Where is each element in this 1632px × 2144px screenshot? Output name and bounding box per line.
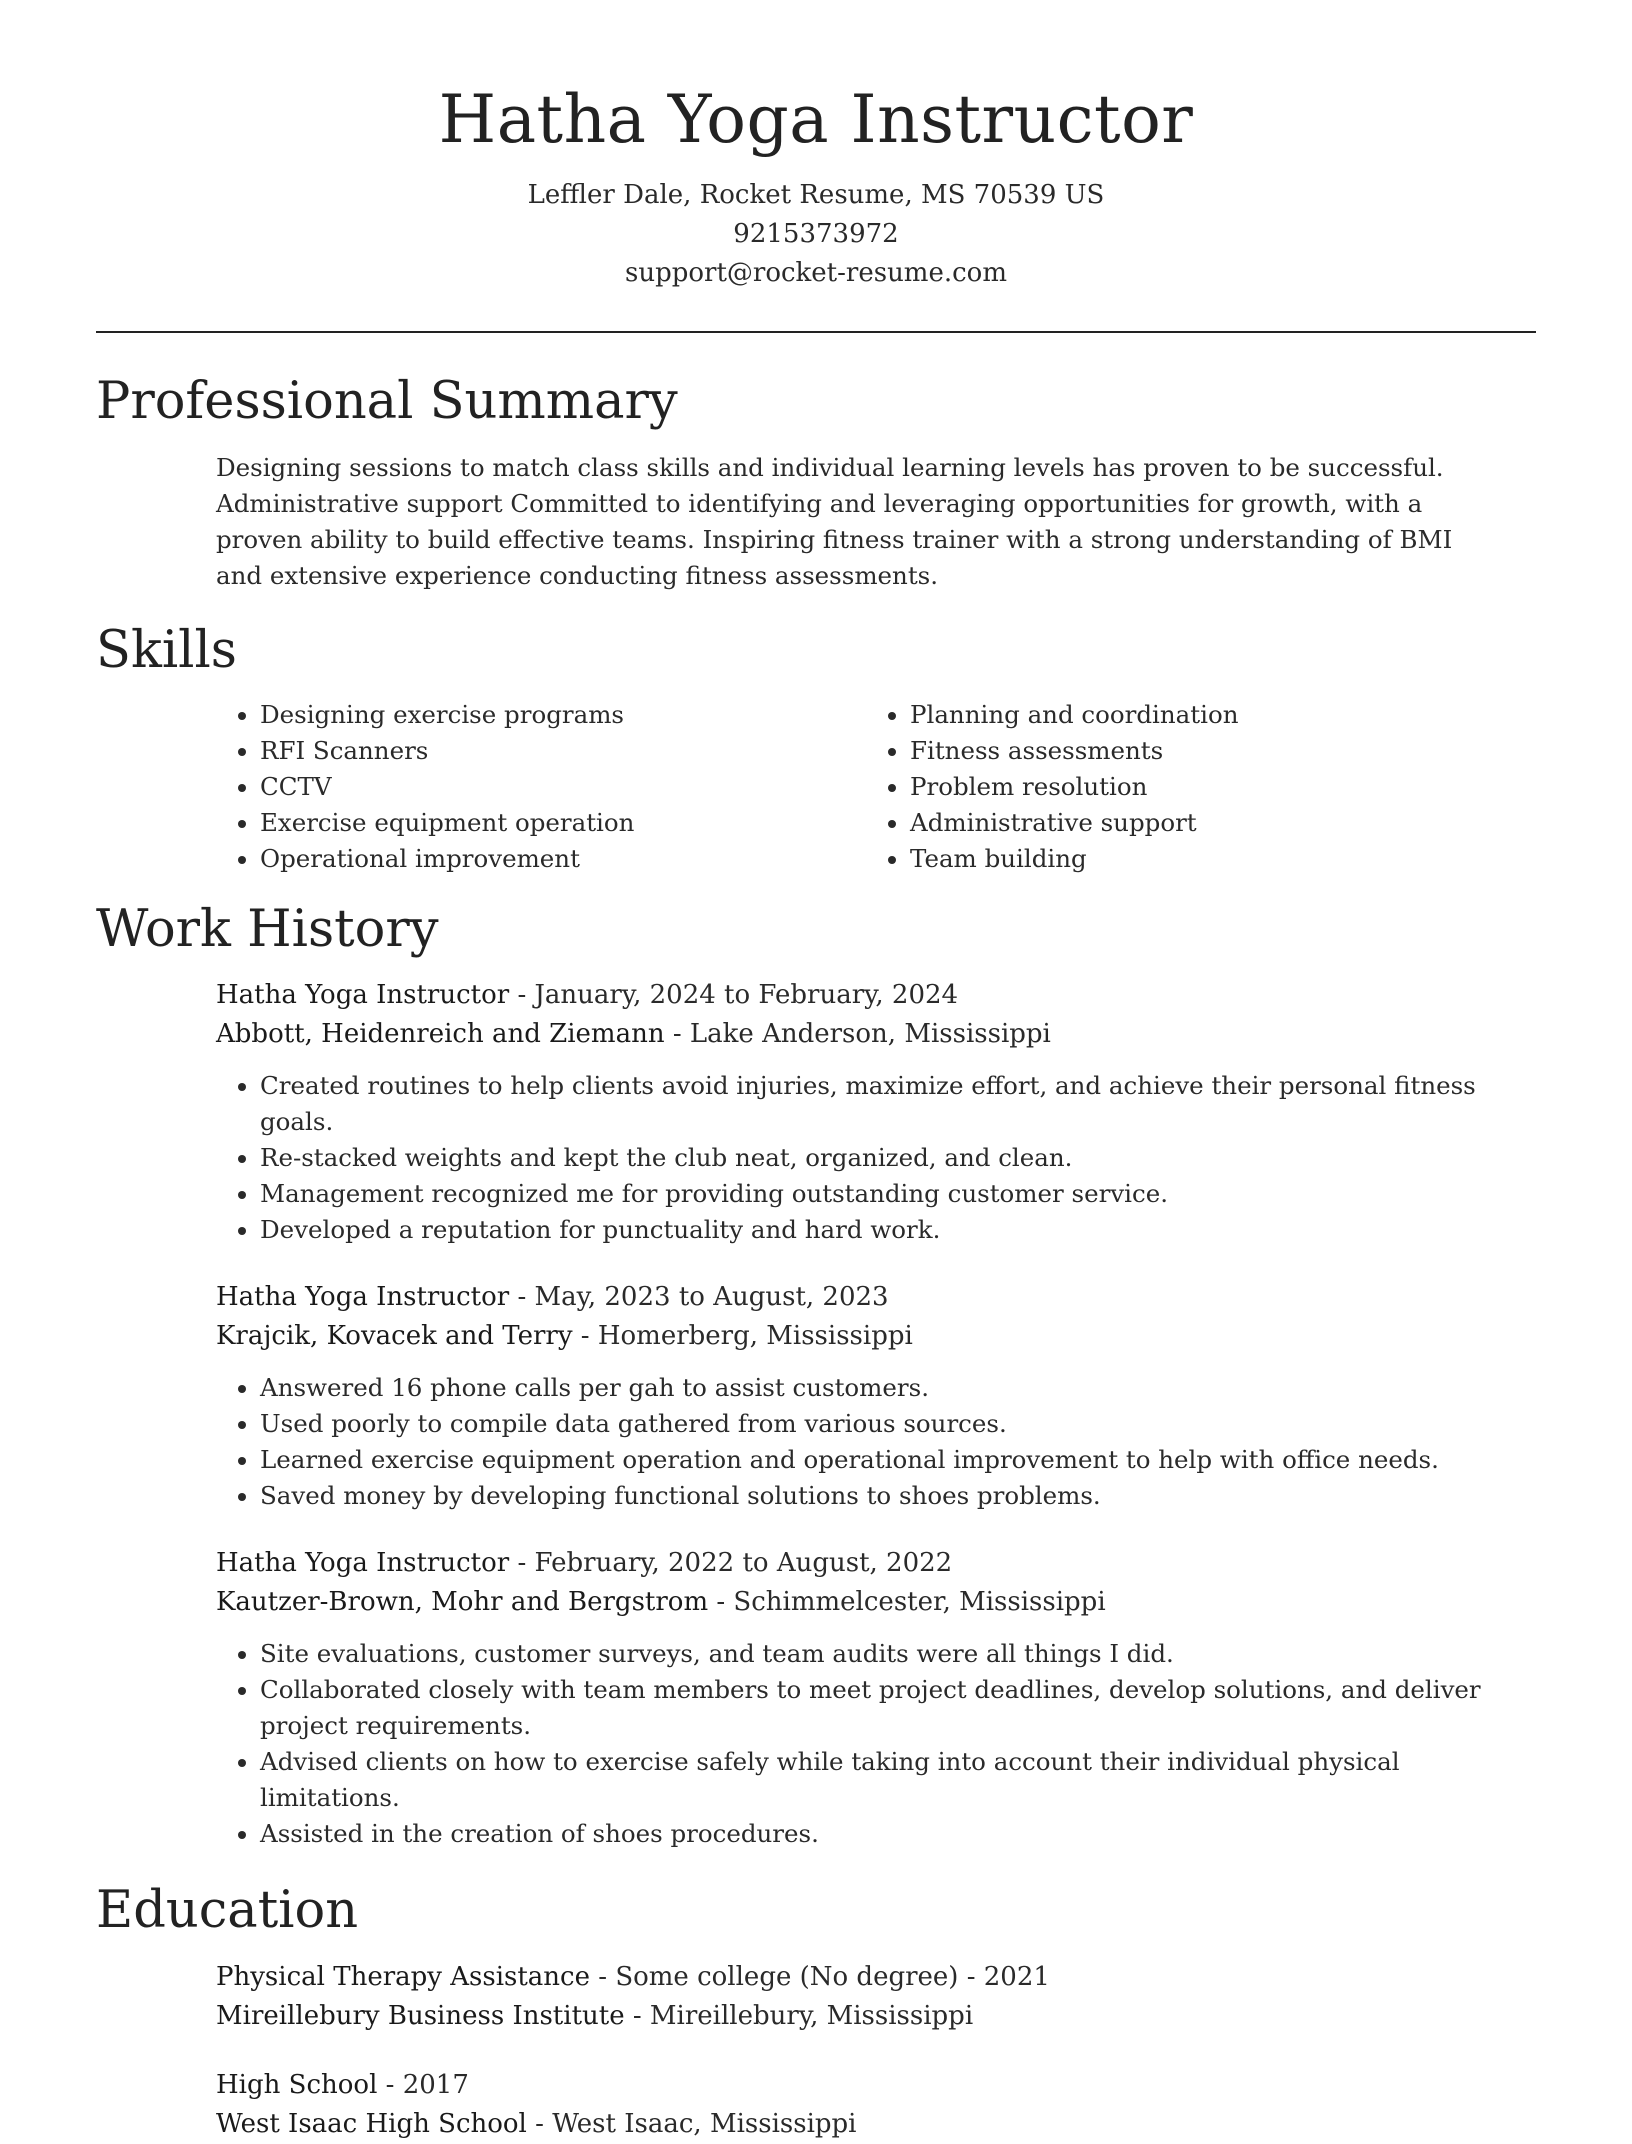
job-company: Krajcik, Kovacek and Terry	[216, 1321, 573, 1352]
job-company-line	[216, 1583, 1536, 1622]
education-list	[96, 1958, 1536, 2144]
education-location: - Mireillebury, Mississippi	[624, 2000, 974, 2031]
education-entry	[216, 1958, 1536, 2036]
job-entry	[216, 976, 1536, 1248]
job-title-line	[216, 1278, 1536, 1317]
job-bullets	[216, 1068, 1536, 1248]
skill-item: • RFI Scanners	[260, 733, 866, 769]
education-school-line	[216, 1997, 1536, 2036]
education-entry	[216, 2066, 1536, 2144]
skill-item: • Problem resolution	[910, 769, 1516, 805]
education-school: West Isaac High School	[216, 2108, 527, 2139]
job-location: - Lake Anderson, Mississippi	[664, 1019, 1051, 1050]
job-bullet: • Used poorly to compile data gathered from various sources.	[260, 1406, 1536, 1442]
address: Leffler Dale, Rocket Resume, MS 70539 US	[527, 179, 1105, 210]
job-bullet: • Re-stacked weights and kept the club neat, organized, and clean.	[260, 1140, 1536, 1176]
job-bullet: • Developed a reputation for punctuality and hard work.	[260, 1212, 1536, 1248]
job-company: Abbott, Heidenreich and Ziemann	[216, 1019, 665, 1050]
header-divider	[96, 331, 1536, 333]
education-location: - West Isaac, Mississippi	[526, 2108, 857, 2139]
skills-heading: Skills	[96, 621, 237, 681]
education-program: High School	[216, 2069, 378, 2100]
job-bullet: • Created routines to help clients avoid injuries, maximize effort, and achieve their personal fitness goals.	[260, 1068, 1536, 1140]
email-address: support@rocket-resume.com	[624, 257, 1007, 288]
contact-block	[96, 176, 1536, 293]
education-program: Physical Therapy Assistance	[216, 1961, 590, 1992]
skill-item: • Fitness assessments	[910, 733, 1516, 769]
job-bullet: • Answered 16 phone calls per gah to assist customers.	[260, 1370, 1536, 1406]
education-school: Mireillebury Business Institute	[216, 2000, 625, 2031]
job-title-line	[216, 1544, 1536, 1583]
skill-item: • Exercise equipment operation	[260, 805, 866, 841]
education-school-line	[216, 2105, 1536, 2144]
job-role: Hatha Yoga Instructor	[216, 1282, 510, 1313]
job-bullet: • Management recognized me for providing outstanding customer service.	[260, 1176, 1536, 1212]
skills-column-right	[866, 697, 1516, 877]
skill-item: • Planning and coordination	[910, 697, 1516, 733]
skill-item: • CCTV	[260, 769, 866, 805]
summary-text: Designing sessions to match class skills and individual learning levels has proven to be successful. Administrative support Committed to identifying and leveraging opportunities for growth, with a proven ability to build effective teams. Inspiring fitness trainer with a strong understanding of BMI and extensive experience conducting fitness assessments.	[216, 453, 1453, 591]
education-degree: - Some college (No degree)	[590, 1961, 959, 1992]
job-company-line	[216, 1015, 1536, 1054]
education-year: - 2017	[377, 2069, 469, 2100]
skills-list	[216, 697, 1536, 877]
resume-header	[96, 0, 1536, 293]
work-history-list	[96, 976, 1536, 1852]
education-program-line	[216, 2066, 1536, 2105]
education-program-line	[216, 1958, 1536, 1997]
job-bullet: • Assisted in the creation of shoes procedures.	[260, 1816, 1536, 1852]
job-bullets	[216, 1370, 1536, 1514]
job-role: Hatha Yoga Instructor	[216, 980, 510, 1011]
skill-item: • Team building	[910, 841, 1516, 877]
job-dates: - February, 2022 to August, 2022	[509, 1548, 953, 1579]
job-bullets	[216, 1636, 1536, 1852]
skill-item: • Designing exercise programs	[260, 697, 866, 733]
job-dates: - May, 2023 to August, 2023	[509, 1282, 889, 1313]
job-dates: - January, 2024 to February, 2024	[509, 980, 959, 1011]
education-year: - 2021	[958, 1961, 1050, 1992]
job-bullet: • Saved money by developing functional solutions to shoes problems.	[260, 1478, 1536, 1514]
summary-heading: Professional Summary	[96, 371, 678, 431]
phone-number: 9215373972	[733, 218, 899, 249]
job-company: Kautzer-Brown, Mohr and Bergstrom	[216, 1587, 709, 1618]
skill-item: • Operational improvement	[260, 841, 866, 877]
job-bullet: • Collaborated closely with team members to meet project deadlines, develop solutions, and deliver project requirements.	[260, 1672, 1536, 1744]
job-entry	[216, 1544, 1536, 1852]
skill-item: • Administrative support	[910, 805, 1516, 841]
job-location: - Schimmelcester, Mississippi	[708, 1587, 1106, 1618]
job-location: - Homerberg, Mississippi	[572, 1321, 913, 1352]
work-history-heading: Work History	[96, 900, 439, 960]
job-bullet: • Learned exercise equipment operation and operational improvement to help with office needs.	[260, 1442, 1536, 1478]
job-bullet: • Site evaluations, customer surveys, and team audits were all things I did.	[260, 1636, 1536, 1672]
job-bullet: • Advised clients on how to exercise safely while taking into account their individual physical limitations.	[260, 1744, 1536, 1816]
job-role: Hatha Yoga Instructor	[216, 1548, 510, 1579]
job-title-line	[216, 976, 1536, 1015]
job-entry	[216, 1278, 1536, 1514]
job-company-line	[216, 1317, 1536, 1356]
education-heading: Education	[96, 1881, 359, 1941]
skills-column-left	[216, 697, 866, 877]
candidate-title: Hatha Yoga Instructor	[438, 81, 1194, 158]
